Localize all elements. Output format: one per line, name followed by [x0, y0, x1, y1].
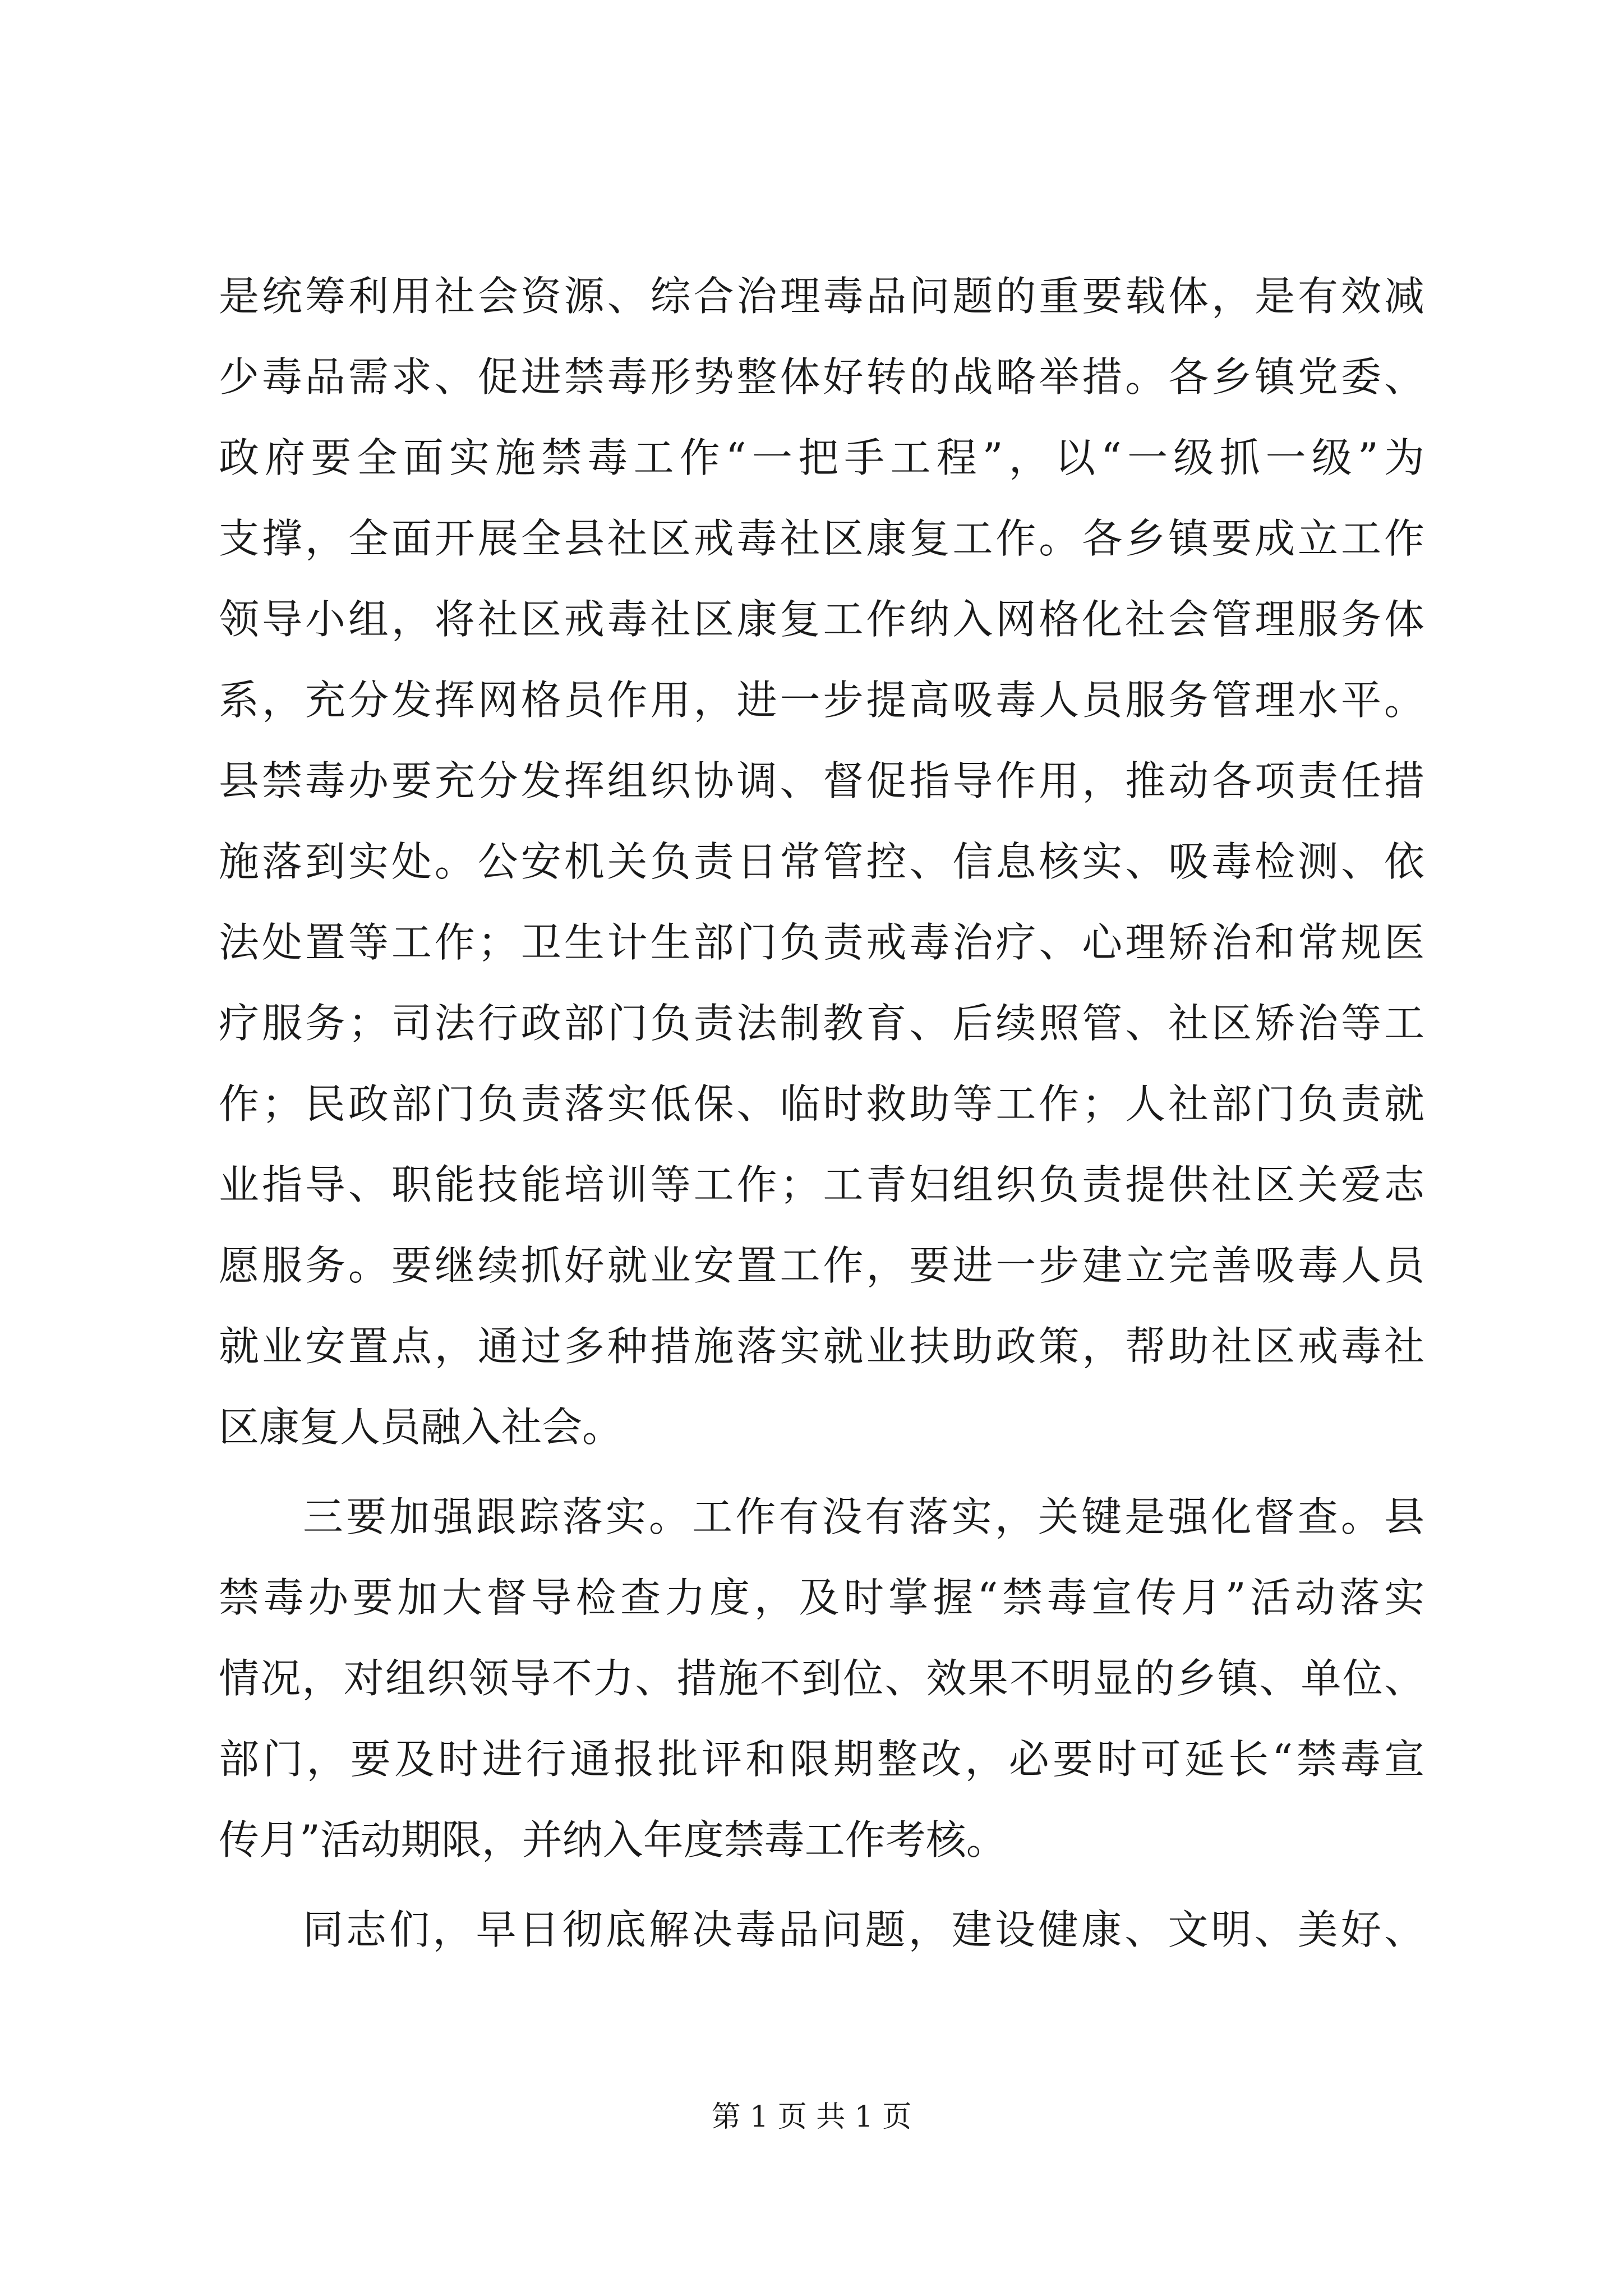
text-line: 区康复人员融入社会。: [219, 1404, 623, 1451]
text-line: 禁毒办要加大督导检查力度，及时掌握“禁毒宣传月”活动落实: [219, 1574, 1424, 1621]
page-footer: [0, 2097, 1623, 2137]
paragraph-1: [219, 256, 1424, 1467]
paragraph-gap: [219, 1467, 1424, 1476]
text-line: 情况，对组织领导不力、措施不到位、效果不明显的乡镇、单位、: [219, 1655, 1424, 1702]
text-line: 系，充分发挥网格员作用，进一步提高吸毒人员服务管理水平。: [219, 677, 1424, 724]
page-number-label: 第 1 页 共 1 页: [711, 2100, 912, 2134]
text-line: 少毒品需求、促进禁毒形势整体好转的战略举措。各乡镇党委、: [219, 353, 1424, 401]
text-line: 政府要全面实施禁毒工作“一把手工程”，以“一级抓一级”为: [219, 434, 1424, 481]
text-line: 法处置等工作；卫生计生部门负责戒毒治疗、心理矫治和常规医: [219, 919, 1424, 966]
paragraph-3: [219, 1889, 1424, 1970]
text-line: 传月”活动期限，并纳入年度禁毒工作考核。: [219, 1816, 1007, 1864]
paragraph-gap: [219, 1880, 1424, 1889]
text-line: 就业安置点，通过多种措施落实就业扶助政策，帮助社区戒毒社: [219, 1323, 1424, 1370]
text-line: 施落到实处。公安机关负责日常管控、信息核实、吸毒检测、依: [219, 838, 1424, 885]
text-line: 业指导、职能技能培训等工作；工青妇组织负责提供社区关爱志: [219, 1161, 1424, 1208]
text-line: 作；民政部门负责落实低保、临时救助等工作；人社部门负责就: [219, 1080, 1424, 1128]
text-line: 三要加强跟踪落实。工作有没有落实，关键是强化督查。县: [303, 1493, 1424, 1540]
text-line: 领导小组，将社区戒毒社区康复工作纳入网格化社会管理服务体: [219, 596, 1424, 643]
text-line: 是统筹利用社会资源、综合治理毒品问题的重要载体，是有效减: [219, 273, 1424, 320]
text-line: 同志们，早日彻底解决毒品问题，建设健康、文明、美好、: [303, 1906, 1424, 1953]
document-body: [219, 256, 1424, 1970]
text-line: 部门，要及时进行通报批评和限期整改，必要时可延长“禁毒宣: [219, 1736, 1424, 1783]
text-line: 愿服务。要继续抓好就业安置工作，要进一步建立完善吸毒人员: [219, 1242, 1424, 1289]
text-line: 支撑，全面开展全县社区戒毒社区康复工作。各乡镇要成立工作: [219, 515, 1424, 562]
text-line: 疗服务；司法行政部门负责法制教育、后续照管、社区矫治等工: [219, 1000, 1424, 1047]
paragraph-2: [219, 1476, 1424, 1880]
text-line: 县禁毒办要充分发挥组织协调、督促指导作用，推动各项责任措: [219, 757, 1424, 804]
